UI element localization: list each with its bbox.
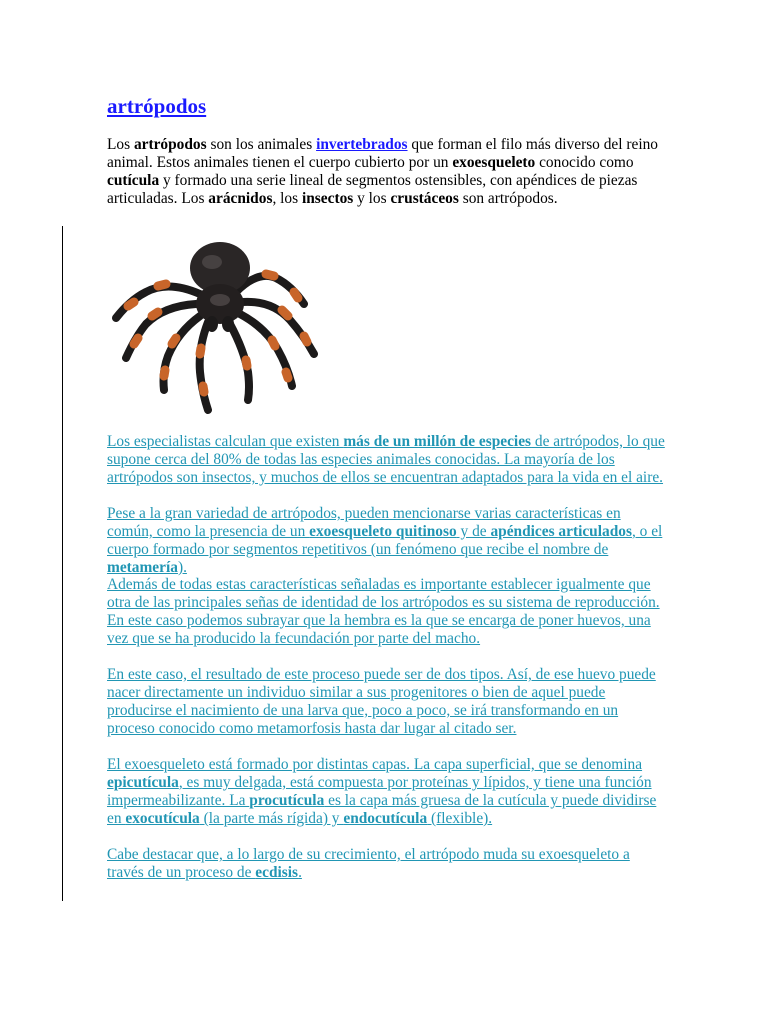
intro-text: son los animales — [206, 136, 317, 153]
paragraph-text: de artrópodos, lo que supone cerca del 80% de todas las especies animales conocidas. La mayoría de los artrópodos son insectos, y muchos de ellos se encuentran adaptados para la vida en el aire. — [107, 433, 665, 486]
paragraph-1[interactable] — [107, 433, 667, 487]
paragraph-text: Cabe destacar que, a lo largo de su crecimiento, el artrópodo muda su exoesqueleto a través de un proceso de — [107, 846, 630, 881]
tarantula-image — [108, 232, 332, 416]
paragraph-2[interactable] — [107, 505, 667, 577]
paragraph-text: . — [298, 864, 302, 881]
paragraph-text: ). — [177, 559, 187, 576]
paragraph-bold: procutícula — [249, 792, 325, 809]
paragraph-text: (flexible). — [427, 810, 493, 827]
paragraph-text: , es muy delgada, está compuesta por proteínas y lípidos, y tiene una función impermeabilizante. La — [107, 774, 652, 809]
intro-bold: cutícula — [107, 172, 160, 189]
intro-text: conocido como — [535, 154, 634, 171]
intro-bold: artrópodos — [133, 136, 207, 153]
paragraph-5[interactable] — [107, 756, 667, 828]
intro-text: son artrópodos. — [458, 190, 558, 207]
intro-bold: crustáceos — [390, 190, 459, 207]
page-title[interactable]: artrópodos — [107, 94, 207, 118]
paragraph-4[interactable] — [107, 666, 667, 738]
paragraph-bold: endocutícula — [343, 810, 428, 827]
paragraph-text: Los especialistas calculan que existen — [107, 433, 344, 450]
paragraph-text: Pese a la gran variedad de artrópodos, pueden mencionarse varias características en común, como la presencia de un — [107, 505, 621, 540]
paragraph-bold: apéndices articulados — [490, 523, 632, 540]
paragraph-3[interactable] — [107, 576, 667, 648]
intro-text: Los — [107, 136, 134, 153]
intro-bold: insectos — [301, 190, 354, 207]
intro-paragraph — [107, 136, 667, 208]
paragraph-bold: epicutícula — [107, 774, 179, 791]
paragraph-bold: más de un millón de especies — [343, 433, 532, 450]
paragraph-text: El exoesqueleto está formado por distintas capas. La capa superficial, que se denomina — [107, 756, 643, 773]
intro-bold: exoesqueleto — [452, 154, 536, 171]
paragraph-bold: exoesqueleto quitinoso — [309, 523, 457, 540]
paragraph-text: y de — [456, 523, 491, 540]
invertebrados-link[interactable]: invertebrados — [316, 136, 408, 153]
paragraph-text: (la parte más rígida) y — [199, 810, 344, 827]
paragraph-text: , o el cuerpo formado por segmentos repetitivos (un fenómeno que recibe el nombre de — [107, 523, 663, 558]
paragraph-bold: ecdisis — [255, 864, 299, 881]
margin-change-bar — [62, 226, 63, 901]
paragraph-6[interactable] — [107, 846, 667, 882]
intro-text: que forman el filo más diverso del reino animal. Estos animales tienen el cuerpo cubierto por un — [107, 136, 658, 171]
paragraph-bold: exocutícula — [125, 810, 200, 827]
paragraph-text: En este caso, el resultado de este proceso puede ser de dos tipos. Así, de ese huevo puede nacer directamente un individuo similar a sus progenitores o bien de aquel puede producirse el nacimiento de una larva que, poco a poco, se irá transformando en un proceso conocido como metamorfosis hasta dar lugar al citado ser. — [107, 666, 656, 737]
paragraph-bold: metamería — [107, 559, 178, 576]
intro-text: y los — [353, 190, 391, 207]
paragraph-text: es la capa más gruesa de la cutícula y puede dividirse en — [107, 792, 657, 827]
paragraph-text: Además de todas estas características señaladas es importante establecer igualmente que otra de las principales señas de identidad de los artrópodos es su sistema de reproducción. En este caso podemos subrayar que la hembra es la que se encarga de poner huevos, una vez que se ha producido la fecundación por parte del macho. — [107, 576, 660, 647]
intro-text: , los — [272, 190, 302, 207]
intro-text: y formado una serie lineal de segmentos ostensibles, con apéndices de piezas articuladas. Los — [107, 172, 638, 207]
intro-bold: arácnidos — [208, 190, 273, 207]
